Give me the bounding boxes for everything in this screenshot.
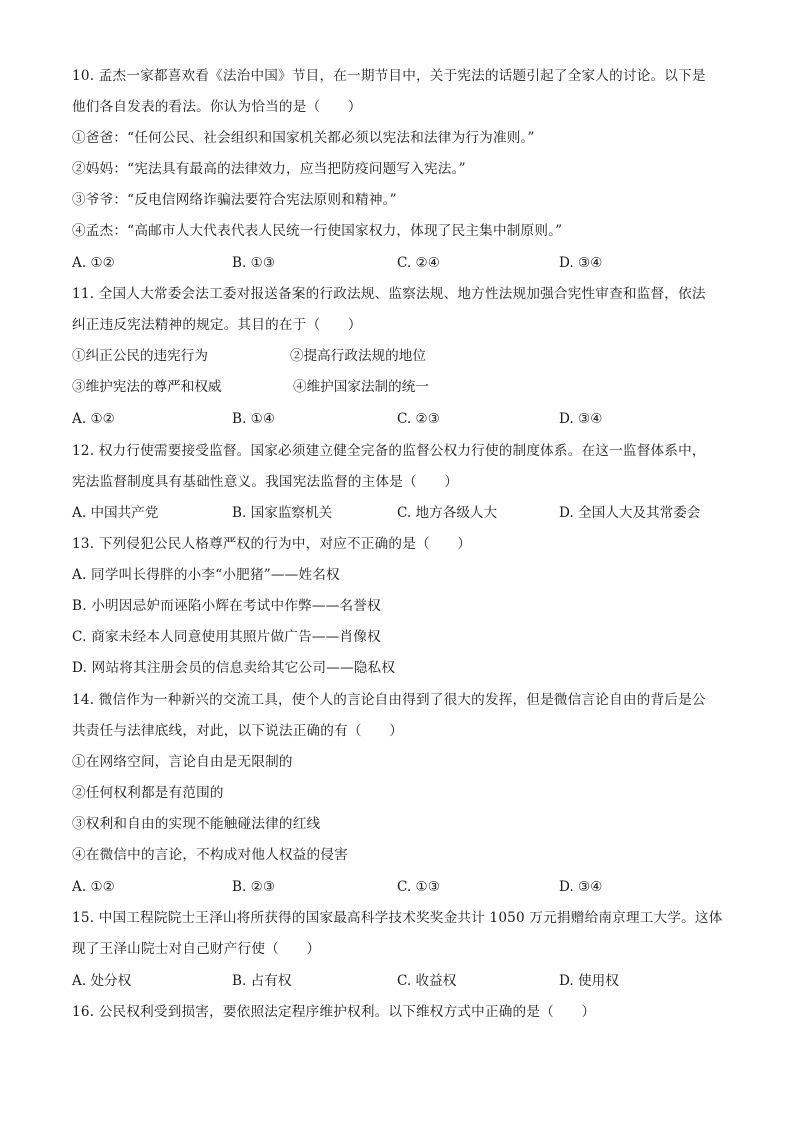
q10-option-c[interactable]: C. ②④ bbox=[397, 255, 440, 271]
q15-option-c[interactable]: C. 收益权 bbox=[397, 973, 457, 989]
q10-option-b[interactable]: B. ①③ bbox=[232, 255, 276, 271]
q11-option-c[interactable]: C. ②③ bbox=[397, 411, 440, 427]
q14-stem-line-2: 共责任与法律底线，对此，以下说法正确的有（ ） bbox=[72, 723, 404, 739]
q14-statement-4: ④在微信中的言论，不构成对他人权益的侵害 bbox=[72, 847, 348, 863]
q11-statement-1: ①纠正公民的违宪行为 bbox=[72, 348, 208, 364]
q13-stem: 13. 下列侵犯公民人格尊严权的行为中，对应不正确的是（ ） bbox=[72, 536, 472, 552]
q12-options bbox=[72, 503, 732, 523]
q12-stem-line-1: 12. 权力行使需要接受监督。国家必须建立健全完备的监督公权力行使的制度体系。在这一监督体系中， bbox=[72, 443, 706, 459]
q13-option-d[interactable]: D. 网站将其注册会员的信息卖给其它公司——隐私权 bbox=[72, 660, 396, 676]
q10-stem-line-1: 10. 孟杰一家都喜欢看《法治中国》节目，在一期节目中，关于宪法的话题引起了全家人的讨论。以下是 bbox=[72, 68, 706, 84]
q14-statement-1: ①在网络空间，言论自由是无限制的 bbox=[72, 754, 293, 770]
q12-option-b[interactable]: B. 国家监察机关 bbox=[232, 505, 333, 521]
q11-statement-4: ④维护国家法制的统一 bbox=[293, 379, 429, 395]
q14-statement-3: ③权利和自由的实现不能触碰法律的红线 bbox=[72, 816, 321, 832]
q11-option-b[interactable]: B. ①④ bbox=[232, 411, 276, 427]
q11-stem-line-2: 纠正违反宪法精神的规定。其目的在于（ ） bbox=[72, 317, 362, 333]
q12-option-d[interactable]: D. 全国人大及其常委会 bbox=[559, 505, 701, 521]
q10-option-d[interactable]: D. ③④ bbox=[559, 255, 603, 271]
q15-options bbox=[72, 971, 732, 991]
q14-stem-line-1: 14. 微信作为一种新兴的交流工具，使个人的言论自由得到了很大的发挥，但是微信言论自由的背后是公 bbox=[72, 692, 706, 708]
q15-stem-line-1: 15. 中国工程院院士王泽山将所获得的国家最高科学技术奖奖金共计 1050 万元捐赠给南京理工大学。这体 bbox=[72, 910, 723, 926]
q14-option-c[interactable]: C. ①③ bbox=[397, 879, 440, 895]
q12-option-c[interactable]: C. 地方各级人大 bbox=[397, 505, 498, 521]
q11-statements-row-1 bbox=[72, 346, 732, 366]
q13-option-b[interactable]: B. 小明因忌妒而诬陷小辉在考试中作弊——名誉权 bbox=[72, 598, 381, 614]
q15-option-d[interactable]: D. 使用权 bbox=[559, 973, 619, 989]
q10-statement-1: ①爸爸：“任何公民、社会组织和国家机关都必须以宪法和法律为行为准则。” bbox=[72, 130, 535, 146]
q10-statement-2: ②妈妈：“宪法具有最高的法律效力，应当把防疫问题写入宪法。” bbox=[72, 161, 466, 177]
q10-statement-3: ③爷爷：“反电信网络诈骗法要符合宪法原则和精神。” bbox=[72, 192, 397, 208]
q11-statement-2: ②提高行政法规的地位 bbox=[290, 348, 426, 364]
q12-stem-line-2: 宪法监督制度具有基础性意义。我国宪法监督的主体是（ ） bbox=[72, 474, 459, 490]
q12-option-a[interactable]: A. 中国共产党 bbox=[72, 505, 159, 521]
q14-option-d[interactable]: D. ③④ bbox=[559, 879, 603, 895]
q15-stem-line-2: 现了王泽山院士对自己财产行使（ ） bbox=[72, 941, 321, 957]
q16-stem: 16. 公民权利受到损害，要依照法定程序维护权利。以下维权方式中正确的是（ ） bbox=[72, 1004, 596, 1020]
q10-options bbox=[72, 253, 732, 273]
q14-statement-2: ②任何权利都是有范围的 bbox=[72, 785, 224, 801]
q15-option-a[interactable]: A. 处分权 bbox=[72, 973, 132, 989]
q11-stem-line-1: 11. 全国人大常委会法工委对报送备案的行政法规、监察法规、地方性法规加强合宪性审查和监督，依法 bbox=[72, 286, 706, 302]
q14-option-a[interactable]: A. ①② bbox=[72, 879, 115, 895]
q14-option-b[interactable]: B. ②③ bbox=[232, 879, 276, 895]
q13-option-a[interactable]: A. 同学叫长得胖的小李“小肥猪”——姓名权 bbox=[72, 567, 340, 583]
q11-statement-3: ③维护宪法的尊严和权威 bbox=[72, 379, 222, 395]
q10-statement-4: ④孟杰：“高邮市人大代表代表人民统一行使国家权力，体现了民主集中制原则。” bbox=[72, 223, 563, 239]
q10-option-a[interactable]: A. ①② bbox=[72, 255, 115, 271]
q15-option-b[interactable]: B. 占有权 bbox=[232, 973, 292, 989]
q11-statements-row-2 bbox=[72, 377, 732, 397]
q11-option-d[interactable]: D. ③④ bbox=[559, 411, 603, 427]
q11-options bbox=[72, 409, 732, 429]
q10-stem-line-2: 他们各自发表的看法。你认为恰当的是（ ） bbox=[72, 99, 362, 115]
q13-option-c[interactable]: C. 商家未经本人同意使用其照片做广告——肖像权 bbox=[72, 629, 381, 645]
q14-options bbox=[72, 877, 732, 897]
q11-option-a[interactable]: A. ①② bbox=[72, 411, 115, 427]
